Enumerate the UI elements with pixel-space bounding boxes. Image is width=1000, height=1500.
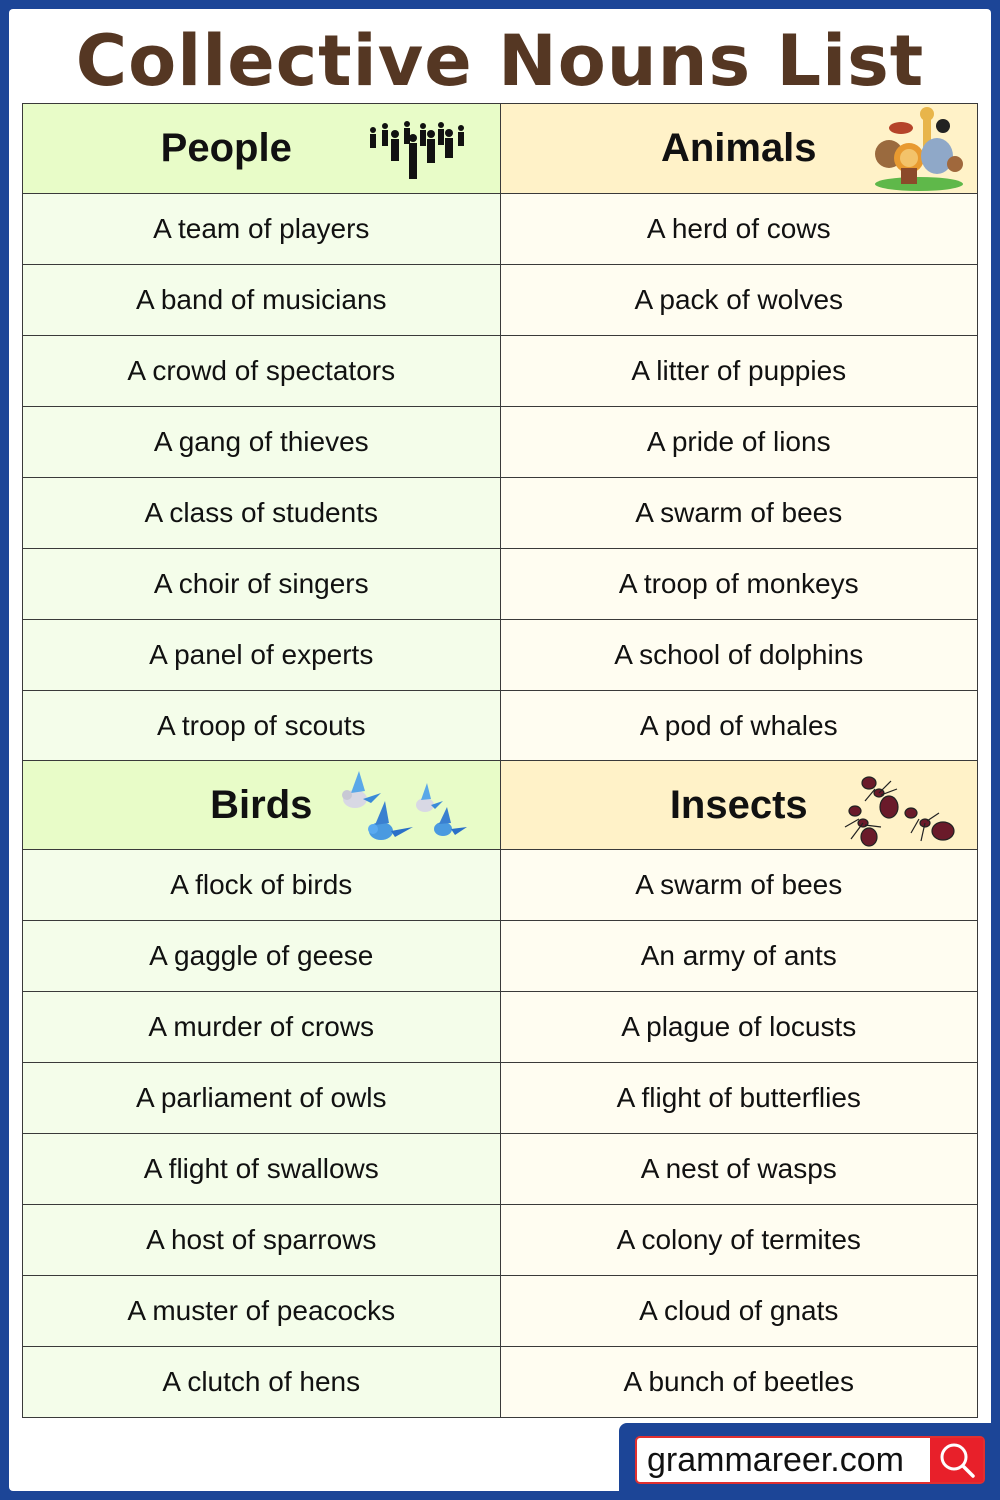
table-row bbox=[23, 1346, 977, 1417]
animals-cell: A pride of lions bbox=[501, 407, 978, 477]
people-cell: A band of musicians bbox=[23, 265, 501, 335]
animals-cell: A swarm of bees bbox=[501, 478, 978, 548]
insects-cell: A swarm of bees bbox=[501, 850, 978, 920]
animals-cell: A troop of monkeys bbox=[501, 549, 978, 619]
birds-cell: A muster of peacocks bbox=[23, 1276, 501, 1346]
header-birds bbox=[23, 761, 501, 849]
insects-cell: A colony of termites bbox=[501, 1205, 978, 1275]
site-url[interactable]: grammareer.com bbox=[647, 1440, 904, 1479]
search-icon bbox=[938, 1441, 976, 1479]
table-row bbox=[23, 849, 977, 920]
animals-cell: A school of dolphins bbox=[501, 620, 978, 690]
people-cell: A panel of experts bbox=[23, 620, 501, 690]
table-row bbox=[23, 264, 977, 335]
birds-cell: A gaggle of geese bbox=[23, 921, 501, 991]
table-row bbox=[23, 548, 977, 619]
header-people bbox=[23, 104, 501, 193]
insects-cell: A cloud of gnats bbox=[501, 1276, 978, 1346]
people-cell: A team of players bbox=[23, 194, 501, 264]
animals-group-icon bbox=[871, 106, 967, 192]
header-animals bbox=[501, 104, 978, 193]
header-label: Insects bbox=[669, 782, 808, 827]
table-row bbox=[23, 335, 977, 406]
birds-cell: A flock of birds bbox=[23, 850, 501, 920]
table-row bbox=[23, 991, 977, 1062]
people-cell: A choir of singers bbox=[23, 549, 501, 619]
table-row bbox=[23, 920, 977, 991]
section-header-row bbox=[23, 104, 977, 193]
insects-cell: A flight of butterflies bbox=[501, 1063, 978, 1133]
insects-cell: A bunch of beetles bbox=[501, 1347, 978, 1417]
ants-icon bbox=[839, 767, 959, 849]
people-cell: A troop of scouts bbox=[23, 691, 501, 760]
header-insects bbox=[501, 761, 978, 849]
birds-cell: A flight of swallows bbox=[23, 1134, 501, 1204]
section-header-row bbox=[23, 760, 977, 849]
insects-cell: An army of ants bbox=[501, 921, 978, 991]
site-search-badge[interactable] bbox=[635, 1436, 985, 1484]
animals-cell: A litter of puppies bbox=[501, 336, 978, 406]
birds-cell: A parliament of owls bbox=[23, 1063, 501, 1133]
birds-cell: A host of sparrows bbox=[23, 1205, 501, 1275]
birds-cell: A clutch of hens bbox=[23, 1347, 501, 1417]
birds-flying-icon bbox=[333, 767, 473, 847]
animals-cell: A herd of cows bbox=[501, 194, 978, 264]
people-cell: A class of students bbox=[23, 478, 501, 548]
people-crowd-icon bbox=[363, 116, 473, 182]
page-title: Collective Nouns List bbox=[75, 20, 925, 102]
collective-nouns-table bbox=[22, 103, 978, 1418]
insects-cell: A nest of wasps bbox=[501, 1134, 978, 1204]
insects-cell: A plague of locusts bbox=[501, 992, 978, 1062]
people-cell: A crowd of spectators bbox=[23, 336, 501, 406]
table-row bbox=[23, 477, 977, 548]
header-label: People bbox=[160, 126, 292, 170]
search-button[interactable] bbox=[930, 1438, 983, 1482]
table-row bbox=[23, 690, 977, 760]
animals-cell: A pod of whales bbox=[501, 691, 978, 760]
header-label: Birds bbox=[210, 782, 313, 827]
table-row bbox=[23, 1062, 977, 1133]
table-row bbox=[23, 1204, 977, 1275]
table-row bbox=[23, 619, 977, 690]
table-row bbox=[23, 406, 977, 477]
table-row bbox=[23, 1275, 977, 1346]
table-row bbox=[23, 1133, 977, 1204]
table-row bbox=[23, 193, 977, 264]
birds-cell: A murder of crows bbox=[23, 992, 501, 1062]
animals-cell: A pack of wolves bbox=[501, 265, 978, 335]
header-label: Animals bbox=[660, 126, 817, 170]
people-cell: A gang of thieves bbox=[23, 407, 501, 477]
